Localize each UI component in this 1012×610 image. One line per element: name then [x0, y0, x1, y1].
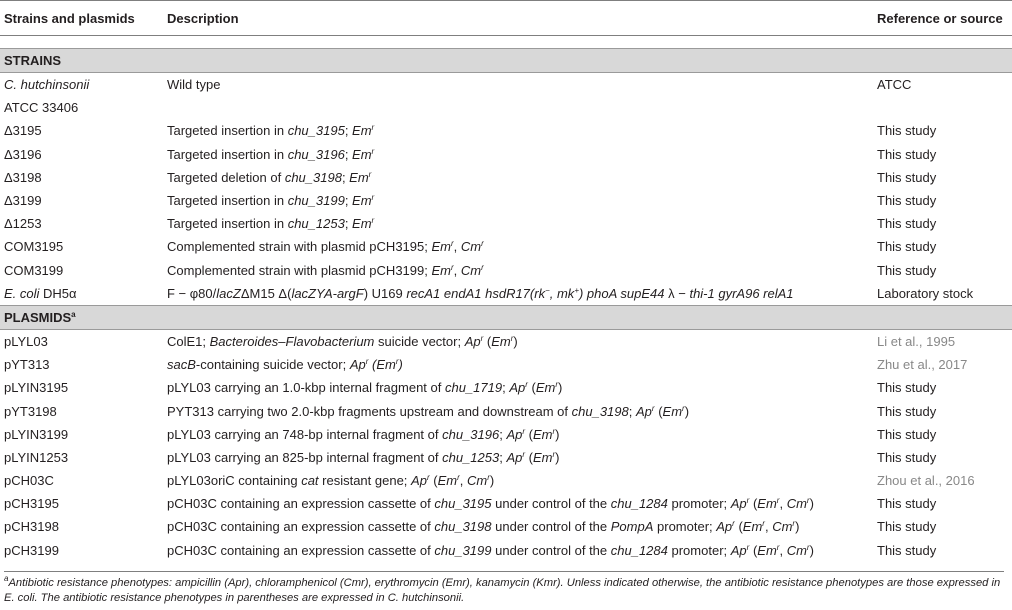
- table-row: [0, 235, 1012, 258]
- plasmid-name: pYT313: [4, 357, 50, 373]
- strain-name: Δ3199: [4, 193, 42, 209]
- table-row: [0, 189, 1012, 212]
- plasmid-name: pCH03C: [4, 473, 54, 489]
- strain-description: Targeted insertion in chu_3195; Em$^r$: [167, 123, 375, 139]
- table-row: [0, 96, 1012, 119]
- strain-reference: ATCC: [877, 77, 912, 93]
- plasmid-description: pLYL03 carrying an 748-bp internal fragment of chu_3196; Ap$^r$ (Em$^r$): [167, 426, 560, 442]
- section-strains-title: STRAINS: [4, 53, 62, 68]
- strain-description: Targeted insertion in chu_3199; Em$^r$: [167, 193, 375, 209]
- table-header: [0, 0, 1012, 36]
- plasmid-description: pCH03C containing an expression cassette of chu_3199 under control of the chu_1284 promoter; Ap$^r$ (Em$^r$, Cm$^r$): [167, 542, 814, 558]
- table-row: [0, 399, 1012, 422]
- plasmid-description: sacB-containing suicide vector; Ap$^r$ (Em$^r$): [167, 357, 403, 373]
- table-footnote: [4, 571, 1004, 606]
- header-strains-plasmids: Strains and plasmids: [4, 10, 135, 26]
- table-row: [0, 143, 1012, 166]
- plasmid-description: pCH03C containing an expression cassette of chu_3195 under control of the chu_1284 promoter; Ap$^r$ (Em$^r$, Cm$^r$): [167, 496, 814, 512]
- plasmid-name: pCH3198: [4, 519, 59, 535]
- strain-name: C. hutchinsonii: [4, 77, 90, 93]
- table-row: [0, 282, 1012, 305]
- strain-name: Δ3195: [4, 123, 42, 139]
- table-row: [0, 330, 1012, 353]
- header-description: Description: [167, 10, 239, 26]
- plasmid-description: PYT313 carrying two 2.0-kbp fragments upstream and downstream of chu_3198; Ap$^r$ (Em$^r$): [167, 403, 690, 419]
- plasmid-name: pYT3198: [4, 403, 57, 419]
- strain-reference: This study: [877, 146, 937, 162]
- plasmid-description: ColE1; Bacteroides–Flavobacterium suicide vector; Ap$^r$ (Em$^r$): [167, 333, 518, 349]
- plasmid-name: pLYIN3195: [4, 380, 69, 396]
- plasmid-description: pLYL03 carrying an 1.0-kbp internal fragment of chu_1719; Ap$^r$ (Em$^r$): [167, 380, 563, 396]
- plasmid-name: pLYL03: [4, 333, 48, 349]
- section-plasmids-title: [4, 310, 76, 325]
- footnote-text: Antibiotic resistance phenotypes: ampicillin (Apr), chloramphenicol (Cmr), erythromycin (Emr), kanamycin (Kmr). Unless indicated otherwise, the antibiotic resistance phenotypes are those expressed in E. coli. The antibiotic resistance phenotypes in parentheses are expressed in C. hutchinsonii.: [4, 577, 1001, 604]
- table-row: [0, 119, 1012, 142]
- strain-description: Targeted insertion in chu_1253; Em$^r$: [167, 216, 375, 232]
- plasmid-reference[interactable]: Zhu et al., 2017: [877, 357, 968, 373]
- strain-reference: This study: [877, 239, 937, 255]
- strain-reference: This study: [877, 216, 937, 232]
- strain-reference: Laboratory stock: [877, 285, 974, 301]
- strains-body: [0, 73, 1012, 305]
- plasmid-name: pLYIN1253: [4, 449, 69, 465]
- table-row: [0, 423, 1012, 446]
- plasmid-reference: This study: [877, 449, 937, 465]
- plasmid-reference: This study: [877, 496, 937, 512]
- table-row: [0, 469, 1012, 492]
- plasmid-reference: This study: [877, 519, 937, 535]
- plasmid-reference: This study: [877, 403, 937, 419]
- table-row: [0, 353, 1012, 376]
- plasmid-description: pCH03C containing an expression cassette of chu_3198 under control of the PompA promoter; Ap$^r$ (Em$^r$, Cm$^r$): [167, 519, 800, 535]
- strain-name: Δ1253: [4, 216, 42, 232]
- plasmids-title-text: PLASMIDS: [4, 309, 72, 325]
- strain-reference: This study: [877, 123, 937, 139]
- strain-name: COM3199: [4, 262, 64, 278]
- table-row: [0, 259, 1012, 282]
- plasmid-name: pCH3195: [4, 496, 59, 512]
- strain-description: F − φ80/lacZΔM15 Δ(lacZYA-argF) U169 recA1 endA1 hsdR17(rk−, mk+) phoA supE44 λ − thi-1 gyrA96 relA1: [167, 285, 794, 301]
- table-row: [0, 73, 1012, 96]
- strain-description: Complemented strain with plasmid pCH3195; Em$^r$, Cm$^r$: [167, 239, 484, 255]
- plasmid-reference: This study: [877, 426, 937, 442]
- strain-reference: This study: [877, 169, 937, 185]
- strain-name: COM3195: [4, 239, 64, 255]
- footnote-mark: a: [4, 574, 9, 583]
- table-row: [0, 446, 1012, 469]
- plasmids-footnote-mark: a: [71, 309, 76, 319]
- strain-description: Targeted deletion of chu_3198; Em$^r$: [167, 169, 372, 185]
- section-plasmids: [0, 305, 1012, 330]
- plasmid-name: pLYIN3199: [4, 426, 69, 442]
- plasmids-body: [0, 330, 1012, 562]
- strain-name: ATCC 33406: [4, 100, 79, 116]
- strain-name: Δ3198: [4, 169, 42, 185]
- table-row: [0, 166, 1012, 189]
- section-strains: [0, 48, 1012, 73]
- table-row: [0, 212, 1012, 235]
- plasmid-description: pLYL03oriC containing cat resistant gene; Ap$^r$ (Em$^r$, Cm$^r$): [167, 473, 495, 489]
- strain-description: Targeted insertion in chu_3196; Em$^r$: [167, 146, 375, 162]
- strain-name: E. coli DH5α: [4, 285, 77, 301]
- table-row: [0, 515, 1012, 538]
- strain-description: Wild type: [167, 77, 221, 93]
- plasmid-name: pCH3199: [4, 542, 59, 558]
- plasmid-reference[interactable]: Li et al., 1995: [877, 333, 956, 349]
- table-row: [0, 376, 1012, 399]
- strain-description: Complemented strain with plasmid pCH3199; Em$^r$, Cm$^r$: [167, 262, 484, 278]
- strain-name: Δ3196: [4, 146, 42, 162]
- plasmid-reference: This study: [877, 542, 937, 558]
- table-row: [0, 492, 1012, 515]
- strain-reference: This study: [877, 193, 937, 209]
- plasmid-reference: This study: [877, 380, 937, 396]
- header-reference: Reference or source: [877, 10, 1003, 26]
- plasmid-description: pLYL03 carrying an 825-bp internal fragment of chu_1253; Ap$^r$ (Em$^r$): [167, 449, 560, 465]
- strain-reference: This study: [877, 262, 937, 278]
- table-row: [0, 539, 1012, 562]
- plasmid-reference[interactable]: Zhou et al., 2016: [877, 473, 975, 489]
